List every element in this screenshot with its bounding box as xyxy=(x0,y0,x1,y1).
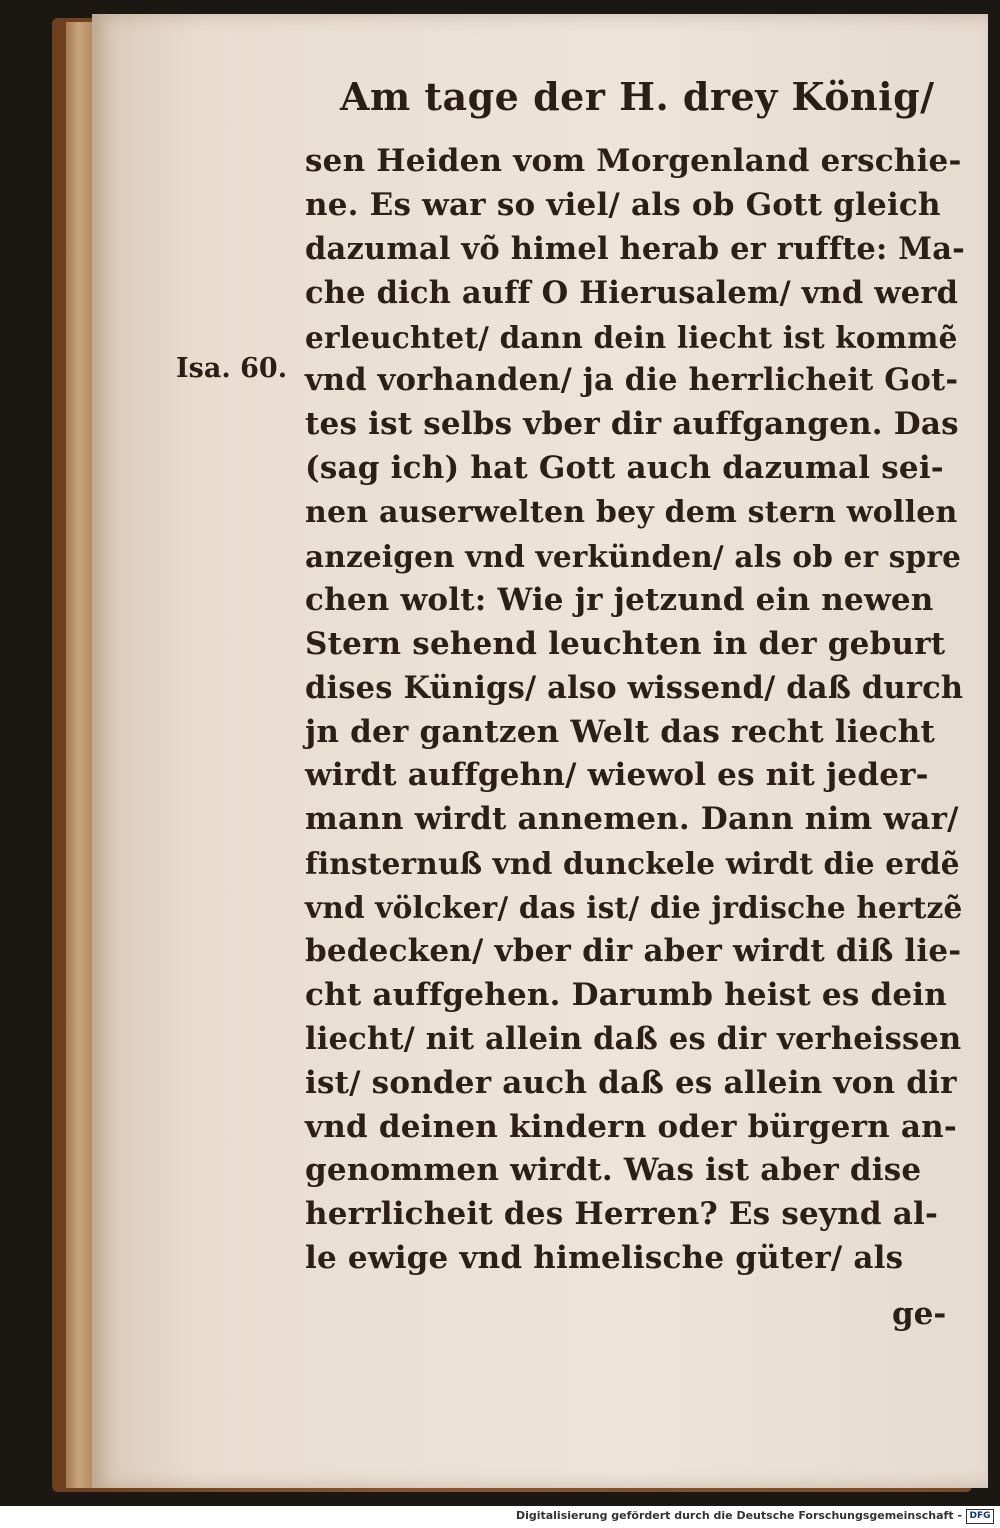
text-line: ne. Es war so viel/ als ob Gott gleich xyxy=(305,186,941,223)
text-line: dazumal võ himel herab er ruffte: Ma- xyxy=(305,230,966,267)
text-line: che dich auff O Hierusalem/ vnd werd xyxy=(305,274,959,311)
running-title: Am tage der H. drey König/ xyxy=(340,74,935,119)
text-line: (sag ich) hat Gott auch dazumal sei- xyxy=(305,450,944,487)
text-line: chen wolt: Wie jr jetzund ein newen xyxy=(305,581,934,618)
text-line: dises Künigs/ also wissend/ daß durch xyxy=(305,669,964,706)
text-line: erleuchtet/ dann dein liecht ist kommẽ xyxy=(305,319,958,355)
dfg-logo: DFG xyxy=(966,1509,994,1524)
text-line: nen auserwelten bey dem stern wollen xyxy=(305,495,958,531)
text-line: herrlicheit des Herren? Es seynd al- xyxy=(305,1196,939,1233)
text-line: wirdt auffgehn/ wiewol es nit jeder- xyxy=(305,757,929,794)
text-line: tes ist selbs vber dir auffgangen. Das xyxy=(305,406,959,443)
page-edge xyxy=(66,22,92,1488)
margin-note: Isa. 60. xyxy=(176,353,288,384)
funding-credit: Digitalisierung gefördert durch die Deutsche Forschungsgemeinschaft - xyxy=(515,1509,962,1522)
text-line: liecht/ nit allein daß es dir verheissen xyxy=(305,1020,962,1057)
text-line: genommen wirdt. Was ist aber dise xyxy=(305,1152,922,1189)
text-block xyxy=(305,140,965,1281)
text-line: vnd völcker/ das ist/ die jrdische hertzẽ xyxy=(305,890,963,926)
text-line: le ewige vnd himelische güter/ als xyxy=(305,1240,904,1277)
text-line: bedecken/ vber dir aber wirdt diß lie- xyxy=(305,933,962,970)
text-line: anzeigen vnd verkünden/ als ob er spre xyxy=(305,539,962,575)
text-line: vnd deinen kindern oder bürgern an- xyxy=(305,1108,957,1145)
text-line: mann wirdt annemen. Dann nim war/ xyxy=(305,801,959,838)
text-line: vnd vorhanden/ ja die herrlicheit Got- xyxy=(305,362,959,399)
text-line: cht auffgehen. Darumb heist es dein xyxy=(305,976,948,1013)
footer-bar xyxy=(0,1506,1000,1528)
text-line: ist/ sonder auch daß es allein von dir xyxy=(305,1064,957,1101)
text-line: finsternuß vnd dunckele wirdt die erdẽ xyxy=(305,846,960,882)
text-line: jn der gantzen Welt das recht liecht xyxy=(305,713,936,750)
catchword: ge- xyxy=(892,1296,947,1332)
text-line: sen Heiden vom Morgenland erschie- xyxy=(305,143,962,179)
text-line: Stern sehend leuchten in der geburt xyxy=(305,625,946,662)
